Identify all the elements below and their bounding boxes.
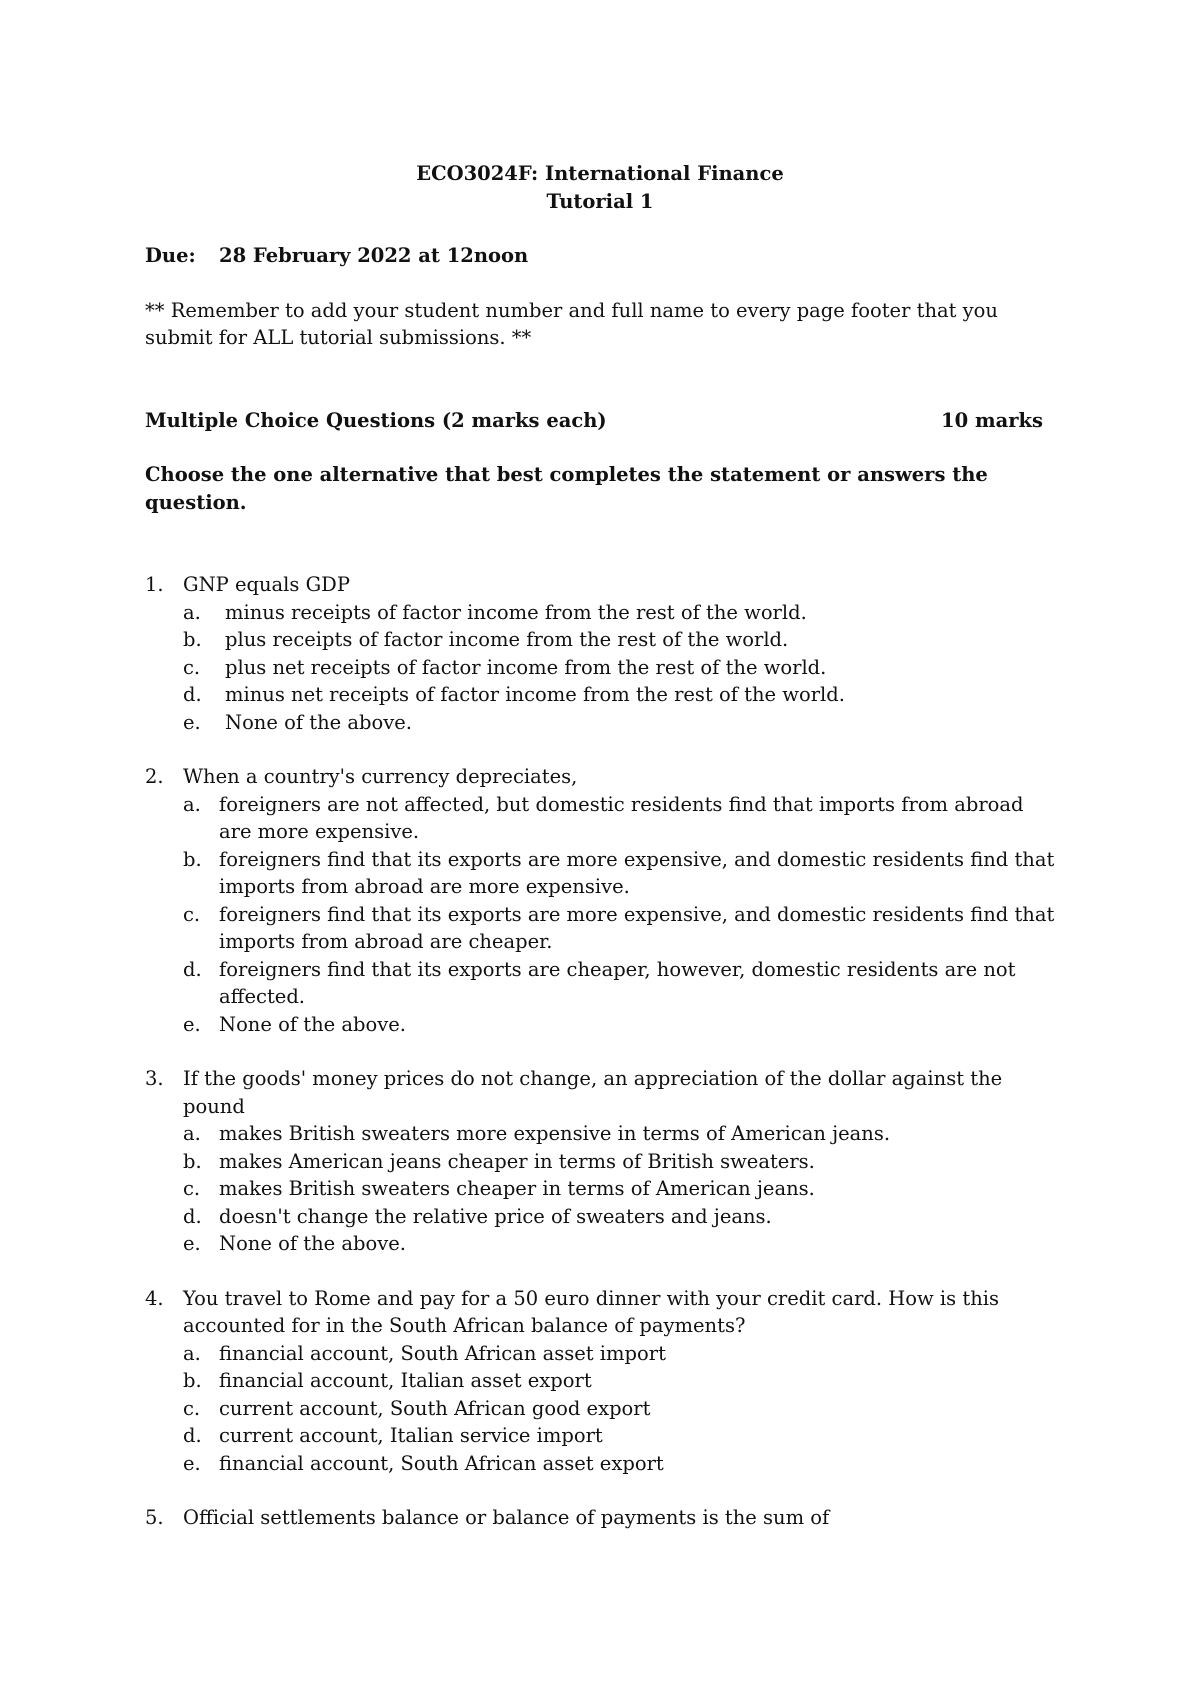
question-body (183, 763, 1055, 1038)
section-instruction: Choose the one alternative that best completes the statement or answers the question. (145, 463, 988, 514)
option-text: current account, Italian service import (219, 1424, 603, 1447)
answer-option (183, 626, 1055, 654)
option-letter: a. (183, 600, 201, 624)
option-text: makes British sweaters cheaper in terms of American jeans. (219, 1177, 815, 1200)
option-list (183, 599, 1055, 737)
option-text: minus receipts of factor income from the rest of the world. (225, 600, 807, 624)
option-text: makes American jeans cheaper in terms of British sweaters. (219, 1149, 815, 1173)
tutorial-title: Tutorial 1 (546, 189, 654, 213)
option-text: plus net receipts of factor income from the rest of the world. (225, 655, 827, 679)
answer-option (183, 681, 1055, 709)
option-letter: b. (183, 1369, 202, 1392)
answer-option (183, 1011, 1055, 1039)
option-text: makes British sweaters more expensive in terms of American jeans. (219, 1122, 891, 1145)
due-label: Due: (145, 244, 196, 267)
question-item (145, 1504, 1055, 1532)
answer-option (183, 1450, 1055, 1478)
option-letter: e. (183, 1012, 201, 1036)
option-letter: c. (183, 655, 201, 679)
question-body (183, 1285, 1055, 1478)
option-text: None of the above. (225, 710, 412, 734)
answer-option (183, 791, 1055, 846)
option-text: financial account, South African asset export (219, 1451, 664, 1475)
option-letter: a. (183, 1122, 201, 1145)
question-item (145, 571, 1055, 736)
question-list (145, 571, 1055, 1532)
option-letter: e. (183, 1451, 201, 1475)
option-list (183, 1340, 1055, 1478)
option-letter: b. (183, 628, 202, 651)
option-letter: e. (183, 1232, 201, 1255)
course-title: ECO3024F: International Finance (416, 162, 784, 185)
answer-option (183, 1230, 1055, 1258)
document-title (145, 160, 1055, 215)
document-content (145, 160, 1055, 1559)
option-letter: d. (183, 1424, 202, 1447)
option-text: doesn't change the relative price of sweaters and jeans. (219, 1204, 772, 1228)
question-item (145, 1065, 1055, 1258)
option-text: minus net receipts of factor income from the rest of the world. (225, 683, 845, 706)
option-text: current account, South African good export (219, 1396, 651, 1420)
question-number: 5. (145, 1506, 164, 1529)
option-letter: c. (183, 902, 201, 926)
question-text: GNP equals GDP (183, 573, 350, 596)
option-text: foreigners are not affected, but domestic residents find that imports from abroad are more expensive. (219, 792, 1024, 843)
option-text: foreigners find that its exports are cheaper, however, domestic residents are not affected. (219, 957, 1016, 1008)
option-text: financial account, Italian asset export (219, 1369, 592, 1392)
due-value: 28 February 2022 at 12noon (219, 244, 529, 267)
option-letter: d. (183, 957, 202, 981)
question-text: When a country's currency depreciates, (183, 765, 578, 788)
question-body (183, 571, 1055, 736)
answer-option (183, 709, 1055, 737)
answer-option (183, 1175, 1055, 1203)
option-list (183, 791, 1055, 1039)
answer-option (183, 956, 1055, 1011)
option-text: financial account, South African asset import (219, 1341, 666, 1365)
question-body (183, 1065, 1055, 1258)
option-letter: a. (183, 1341, 201, 1365)
option-list (183, 1120, 1055, 1258)
question-item (145, 763, 1055, 1038)
question-text: If the goods' money prices do not change, an appreciation of the dollar against the pound (183, 1067, 1003, 1118)
section-title: Multiple Choice Questions (2 marks each) (145, 408, 607, 432)
answer-option (183, 1340, 1055, 1368)
question-number: 2. (145, 765, 164, 788)
option-text: foreigners find that its exports are more expensive, and domestic residents find that imports from abroad are cheaper. (219, 902, 1055, 953)
question-body (183, 1504, 1055, 1532)
answer-option (183, 599, 1055, 627)
question-text: Official settlements balance or balance of payments is the sum of (183, 1506, 830, 1529)
option-text: plus receipts of factor income from the rest of the world. (225, 628, 789, 651)
section-marks: 10 marks (941, 408, 1043, 432)
question-number: 1. (145, 573, 164, 596)
option-letter: d. (183, 1204, 202, 1228)
option-letter: a. (183, 792, 201, 816)
option-text: None of the above. (219, 1012, 406, 1036)
reminder-note: ** Remember to add your student number and full name to every page footer that you submit for ALL tutorial submissions. ** (145, 298, 998, 349)
answer-option (183, 901, 1055, 956)
answer-option (183, 1422, 1055, 1450)
option-letter: d. (183, 683, 202, 706)
answer-option (183, 1367, 1055, 1395)
question-text: You travel to Rome and pay for a 50 euro dinner with your credit card. How is this accounted for in the South African balance of payments? (183, 1286, 999, 1337)
answer-option (183, 1148, 1055, 1176)
answer-option (183, 654, 1055, 682)
due-date (145, 242, 1055, 270)
answer-option (183, 1203, 1055, 1231)
answer-option (183, 1395, 1055, 1423)
answer-option (183, 846, 1055, 901)
question-number: 4. (145, 1286, 164, 1310)
option-text: None of the above. (219, 1232, 406, 1255)
question-number: 3. (145, 1067, 164, 1090)
section-heading (145, 407, 1043, 435)
option-letter: c. (183, 1177, 201, 1200)
option-text: foreigners find that its exports are more expensive, and domestic residents find that imports from abroad are more expensive. (219, 847, 1055, 898)
option-letter: b. (183, 1149, 202, 1173)
question-item (145, 1285, 1055, 1478)
option-letter: b. (183, 847, 202, 871)
option-letter: e. (183, 710, 201, 734)
answer-option (183, 1120, 1055, 1148)
option-letter: c. (183, 1396, 201, 1420)
